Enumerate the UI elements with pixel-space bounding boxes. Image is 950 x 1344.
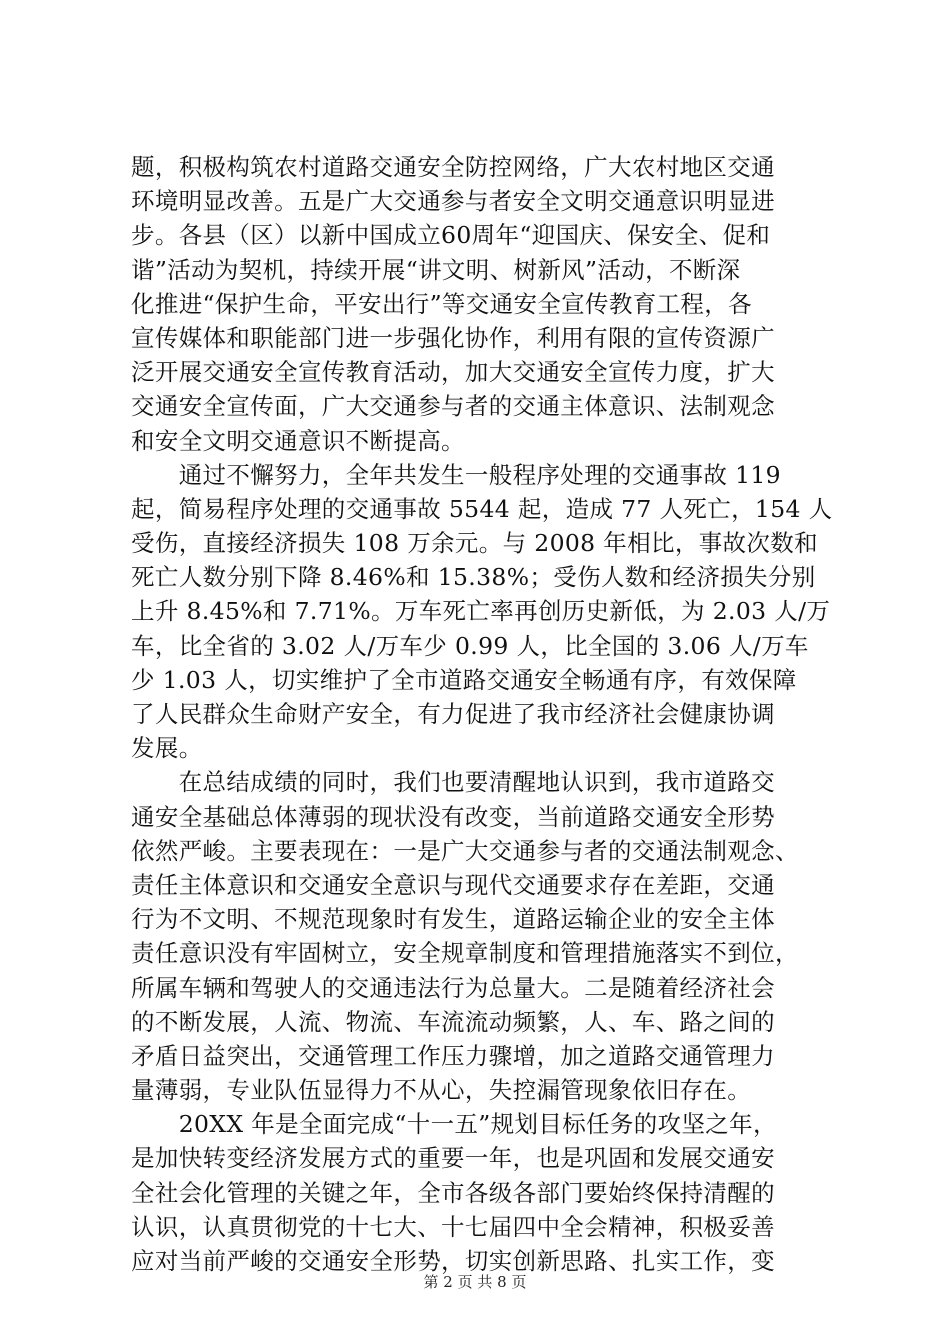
text-line: 应对当前严峻的交通安全形势，切实创新思路、扎实工作，变: [131, 1247, 775, 1275]
text-line: 行为不文明、不规范现象时有发生，道路运输企业的安全主体: [131, 905, 775, 934]
text-line: 通安全基础总体薄弱的现状没有改变，当前道路交通安全形势: [131, 802, 775, 831]
text-line: 谐”活动为契机，持续开展“讲文明、树新风”活动，不断深: [131, 255, 741, 284]
text-line: 认识，认真贯彻党的十七大、十七届四中全会精神，积极妥善: [131, 1212, 775, 1241]
text-line: 受伤，直接经济损失 108 万余元。与 2008 年相比，事故次数和: [131, 529, 818, 558]
text-line: 死亡人数分别下降 8.46%和 15.38%；受伤人数和经济损失分别: [131, 563, 816, 592]
text-line: 矛盾日益突出，交通管理工作压力骤增，加之道路交通管理力: [131, 1041, 775, 1070]
text-line: 步。各县（区）以新中国成立60周年“迎国庆、保安全、促和: [131, 221, 771, 250]
text-line: 交通安全宣传面，广大交通参与者的交通主体意识、法制观念: [131, 392, 775, 421]
text-line: 20XX 年是全面完成“十一五”规划目标任务的攻坚之年，: [131, 1110, 777, 1139]
text-line: 了人民群众生命财产安全，有力促进了我市经济社会健康协调: [131, 700, 775, 728]
text-line: 全社会化管理的关键之年，全市各级各部门要始终保持清醒的: [131, 1178, 775, 1207]
text-line: 发展。: [131, 734, 203, 763]
text-line: 在总结成绩的同时，我们也要清醒地认识到，我市道路交: [131, 768, 775, 797]
text-line: 化推进“保护生命，平安出行”等交通安全宣传教育工程，各: [131, 289, 752, 318]
text-line: 通过不懈努力，全年共发生一般程序处理的交通事故 119: [131, 460, 781, 489]
text-line: 泛开展交通安全宣传教育活动，加大交通安全宣传力度，扩大: [131, 358, 775, 387]
text-line: 所属车辆和驾驶人的交通违法行为总量大。二是随着经济社会: [131, 973, 775, 1002]
text-line: 量薄弱，专业队伍显得力不从心，失控漏管现象依旧存在。: [131, 1076, 752, 1105]
page-number-footer: 第 2 页 共 8 页: [423, 1273, 527, 1291]
text-line: 是加快转变经济发展方式的重要一年，也是巩固和发展交通安: [131, 1144, 775, 1173]
text-line: 起，简易程序处理的交通事故 5544 起，造成 77 人死亡，154 人: [131, 494, 833, 523]
document-body: [131, 150, 831, 1278]
text-line: 题，积极构筑农村道路交通安全防控网络，广大农村地区交通: [131, 153, 775, 181]
text-line: 少 1.03 人，切实维护了全市道路交通安全畅通有序，有效保障: [131, 665, 797, 694]
text-line: 依然严峻。主要表现在：一是广大交通参与者的交通法制观念、: [131, 836, 799, 865]
text-line: 车，比全省的 3.02 人/万车少 0.99 人，比全国的 3.06 人/万车: [131, 631, 809, 660]
text-line: 和安全文明交通意识不断提高。: [131, 426, 465, 455]
text-line: 上升 8.45%和 7.71%。万车死亡率再创历史新低，为 2.03 人/万: [131, 597, 831, 626]
text-line: 宣传媒体和职能部门进一步强化协作，利用有限的宣传资源广: [131, 323, 775, 352]
text-line: 责任意识没有牢固树立，安全规章制度和管理措施落实不到位，: [131, 939, 799, 968]
text-line: 环境明显改善。五是广大交通参与者安全文明交通意识明显进: [131, 187, 775, 216]
text-line: 责任主体意识和交通安全意识与现代交通要求存在差距，交通: [131, 870, 775, 899]
text-line: 的不断发展，人流、物流、车流流动频繁，人、车、路之间的: [131, 1007, 775, 1036]
